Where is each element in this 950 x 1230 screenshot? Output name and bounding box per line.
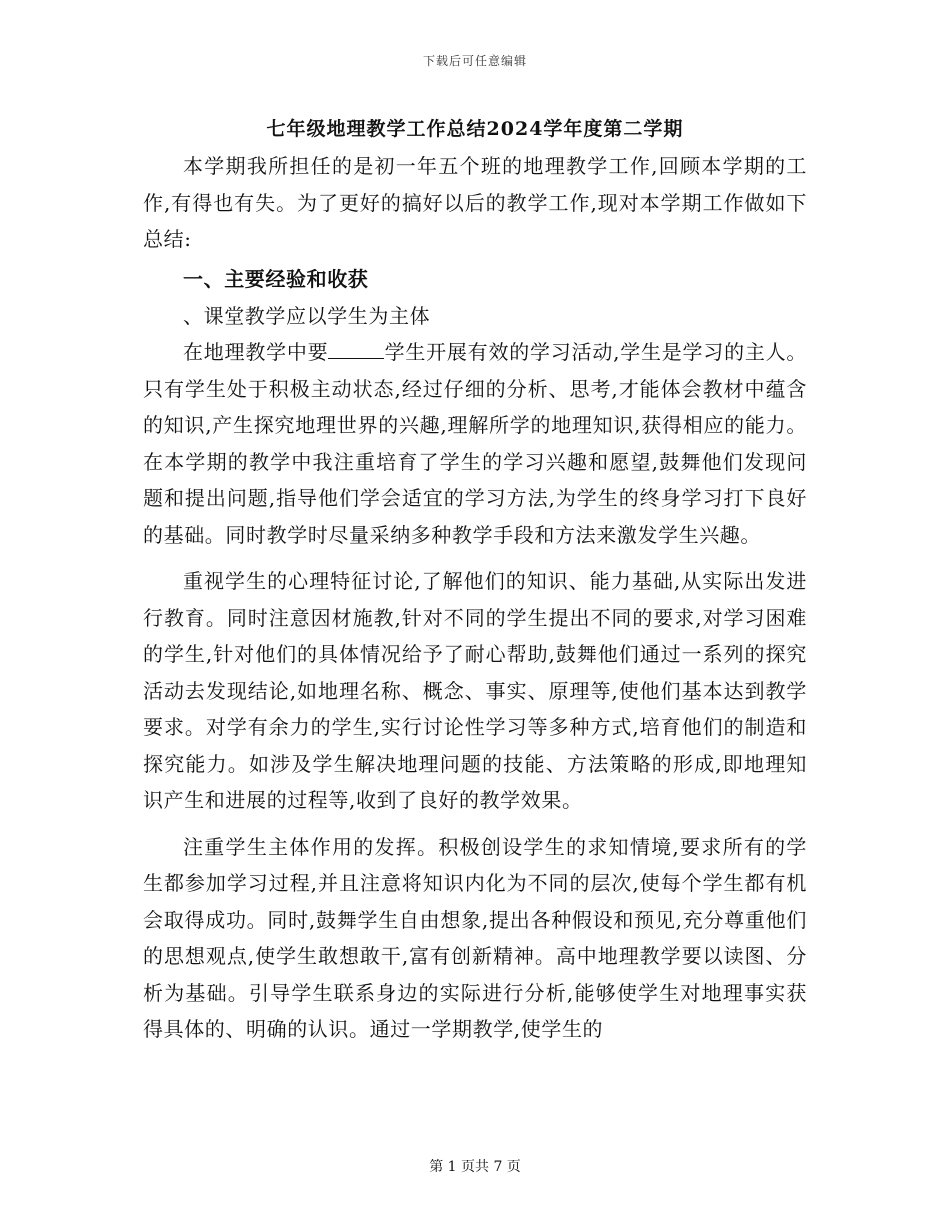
fill-in-blank <box>328 340 384 359</box>
paragraph-2: 重视学生的心理特征讨论,了解他们的知识、能力基础,从实际出发进行教育。同时注意因材施教,针对不同的学生提出不同的要求,对学习困难的学生,针对他们的具体情况给予了耐心帮助,鼓舞他们通过一系列的探究活动去发现结论,如地理名称、概念、事实、原理等,使他们基本达到教学要求。对学有余力的学生,实行讨论性学习等多种方式,培育他们的制造和探究能力。如涉及学生解决地理问题的技能、方法策略的形成,即地理知识产生和进展的过程等,收到了良好的教学效果。 <box>143 569 807 812</box>
subsection-heading-1: 、课堂教学应以学生为主体 <box>183 303 431 328</box>
document-body <box>143 148 807 1048</box>
paragraph-1-start: 在地理教学中要 <box>183 340 329 364</box>
page-footer: 第 1 页共 7 页 <box>429 1159 521 1175</box>
intro-paragraph: 本学期我所担任的是初一年五个班的地理教学工作,回顾本学期的工作,有得也有失。为了更好的搞好以后的教学工作,现对本学期工作做如下总结: <box>143 154 807 251</box>
document-title: 七年级地理教学工作总结2024学年度第二学期 <box>266 118 684 140</box>
section-heading-1: 一、主要经验和收获 <box>183 266 369 291</box>
paragraph-3: 注重学生主体作用的发挥。积极创设学生的求知情境,要求所有的学生都参加学习过程,并且注意将知识内化为不同的层次,使每个学生都有机会取得成功。同时,鼓舞学生自由想象,提出各种假设和预见,充分尊重他们的思想观点,使学生敢想敢干,富有创新精神。高中地理教学要以读图、分析为基础。引导学生联系身边的实际进行分析,能够使学生对地理事实获得具体的、明确的认识。通过一学期教学,使学生的 <box>143 834 807 1041</box>
paragraph-1-rest: 学生开展有效的学习活动,学生是学习的主人。只有学生处于积极主动状态,经过仔细的分析、思考,才能体会教材中蕴含的知识,产生探究地理世界的兴趣,理解所学的地理知识,获得相应的能力。在本学期的教学中我注重培育了学生的学习兴趣和愿望,鼓舞他们发现问题和提出问题,指导他们学会适宜的学习方法,为学生的终身学习打下良好的基础。同时教学时尽量采纳多种教学手段和方法来激发学生兴趣。 <box>143 340 807 547</box>
header-note: 下载后可任意编辑 <box>422 54 527 68</box>
paragraph-1 <box>143 334 807 553</box>
